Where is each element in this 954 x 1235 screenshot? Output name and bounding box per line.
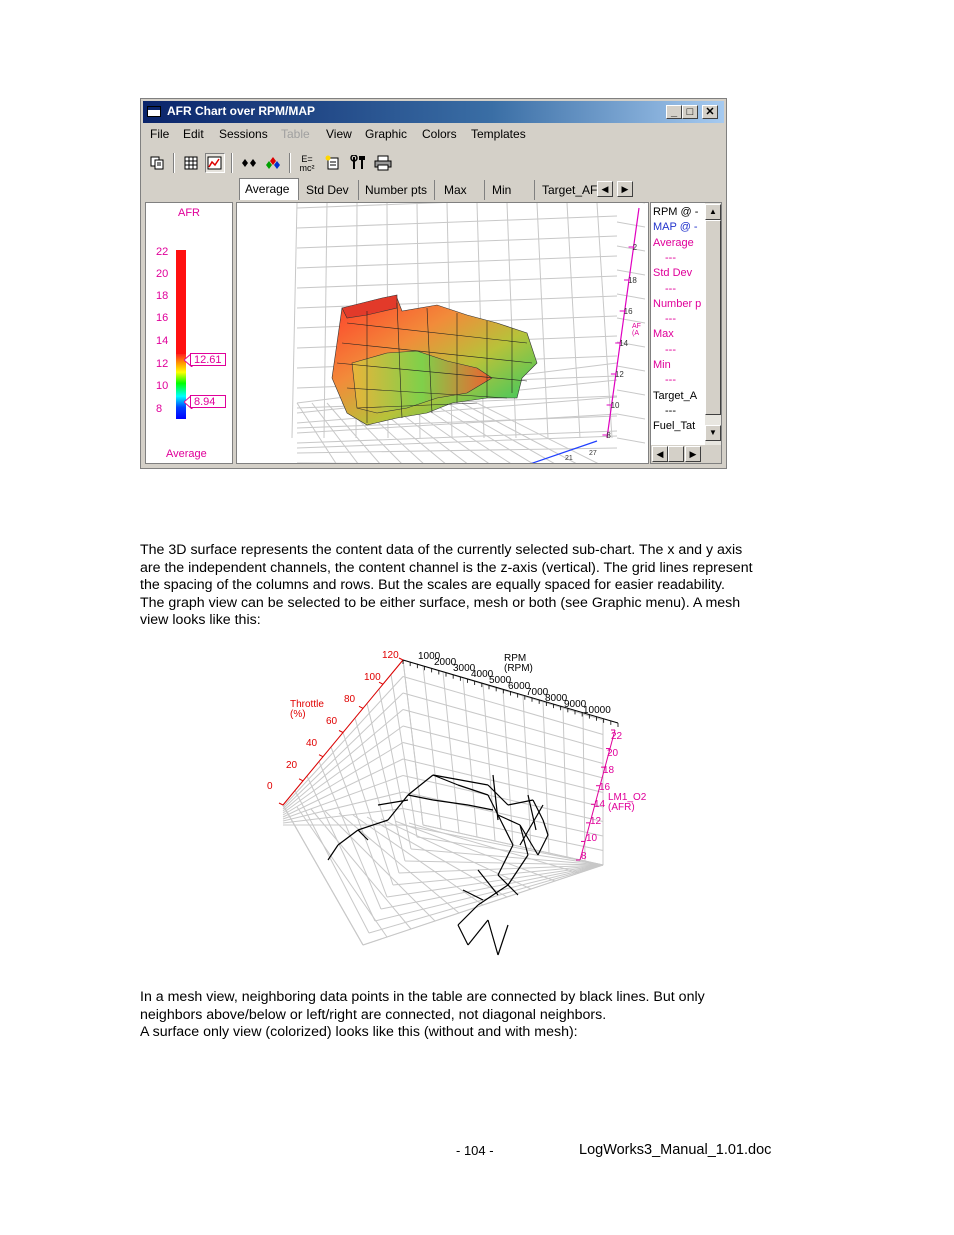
x-tick-label: 27 <box>589 450 597 457</box>
legend-tick: 12 <box>156 358 169 370</box>
tab-min[interactable]: Min <box>487 180 535 200</box>
tab-scroll-right-button[interactable]: ▶ <box>617 181 633 197</box>
throttle-tick-label: 60 <box>326 716 338 727</box>
channel-list-item[interactable]: Average <box>653 236 694 249</box>
close-button[interactable]: ✕ <box>702 105 718 119</box>
scroll-up-button[interactable]: ▲ <box>705 204 721 220</box>
page-number: - 104 - <box>456 1143 494 1158</box>
menu-colors[interactable]: Colors <box>422 127 457 141</box>
color-rgb-icon[interactable] <box>263 153 283 173</box>
channel-list-hscroll[interactable] <box>651 445 721 463</box>
window-icon <box>147 106 161 117</box>
hscroll-thumb[interactable] <box>668 446 684 462</box>
rpm-tick-label: 7000 <box>526 687 549 698</box>
z-tick-label: 12 <box>614 370 624 379</box>
text-line: view looks like this: <box>140 612 261 628</box>
minimize-button[interactable]: _ <box>666 105 682 119</box>
menu-view[interactable]: View <box>326 127 352 141</box>
maximize-button[interactable]: □ <box>682 105 698 119</box>
throttle-tick-label: 100 <box>364 672 381 683</box>
z-tick-label: 16 <box>623 307 633 316</box>
text-line: The 3D surface represents the content data of the currently selected sub-chart. The x and y axis <box>140 542 743 558</box>
afr-tick-label: 20 <box>607 748 619 759</box>
channel-list[interactable] <box>650 202 722 464</box>
channel-list-scrollbar[interactable] <box>705 203 722 463</box>
z-tick-label: 10 <box>610 401 620 410</box>
tab-max[interactable]: Max <box>439 180 485 200</box>
color-black-icon[interactable] <box>239 153 259 173</box>
print-icon[interactable] <box>373 153 393 173</box>
channel-list-item[interactable]: Min <box>653 359 671 371</box>
channel-list-item[interactable]: --- <box>665 282 676 295</box>
channel-list-item[interactable]: Fuel_Tat <box>653 420 696 433</box>
afr-tick-label: 16 <box>599 782 611 793</box>
throttle-tick-label: 20 <box>286 760 298 771</box>
scroll-left-button[interactable]: ◀ <box>652 446 668 462</box>
legend-lower-pointer[interactable]: 8.94 <box>190 395 226 408</box>
afr-axis-label: LM1_O2 (AFR) <box>608 792 647 813</box>
channel-list-item[interactable]: MAP @ - <box>653 221 698 234</box>
throttle-tick-label: 80 <box>344 694 356 705</box>
scroll-down-button[interactable]: ▼ <box>705 425 721 441</box>
z-tick-label: 14 <box>619 339 629 348</box>
channel-list-item[interactable]: Target_A <box>653 389 698 402</box>
rpm-tick-label: 2000 <box>434 657 457 668</box>
afr-tick-label: 8 <box>581 851 587 862</box>
color-legend-panel <box>145 202 233 464</box>
channel-list-item[interactable]: --- <box>665 374 676 387</box>
document-name: LogWorks3_Manual_1.01.doc <box>579 1142 772 1158</box>
channel-list-item[interactable]: Std Dev <box>653 267 693 280</box>
z-tick-label: 2 <box>632 243 638 252</box>
legend-tick: 8 <box>156 403 163 415</box>
text-line: The graph view can be selected to be either surface, mesh or both (see Graphic menu). A mesh <box>140 594 741 611</box>
menu-templates[interactable]: Templates <box>471 127 526 141</box>
rpm-tick-label: 5000 <box>489 675 512 686</box>
legend-upper-pointer[interactable]: 12.61 <box>190 353 226 366</box>
channel-list-item[interactable]: --- <box>665 343 676 356</box>
channel-list-item[interactable]: --- <box>665 313 676 326</box>
x-tick-label: 21 <box>565 455 573 462</box>
tab-std-dev[interactable]: Std Dev <box>301 180 359 200</box>
afr-tick-label: 12 <box>590 816 602 827</box>
menu-table: Table <box>281 127 310 141</box>
throttle-tick-label: 120 <box>382 650 399 661</box>
title-bar[interactable] <box>143 101 724 123</box>
legend-tick: 20 <box>156 268 169 280</box>
afr-tick-label: 10 <box>586 833 598 844</box>
chart-view-icon[interactable] <box>205 153 225 173</box>
legend-color-bar-top <box>176 250 186 354</box>
tab-target-af[interactable]: Target_AF <box>542 183 598 197</box>
rpm-tick-label: 9000 <box>564 699 587 710</box>
rpm-tick-label: 1000 <box>418 651 441 662</box>
rpm-tick-label: 3000 <box>453 663 476 674</box>
legend-tick: 14 <box>156 335 169 347</box>
z-tick-label: 8 <box>606 431 611 440</box>
legend-tick: 10 <box>156 380 169 392</box>
legend-title: AFR <box>178 207 200 219</box>
legend-footer: Average <box>166 448 207 460</box>
z-axis-label: AF (A <box>632 323 641 337</box>
table-view-icon[interactable] <box>181 153 201 173</box>
menu-file[interactable]: File <box>150 127 170 141</box>
channel-list-item[interactable]: --- <box>665 251 676 264</box>
afr-tick-label: 18 <box>603 765 615 776</box>
legend-tick: 18 <box>156 290 169 302</box>
export-icon[interactable] <box>323 153 343 173</box>
legend-tick: 16 <box>156 312 169 324</box>
tab-scroll-left-button[interactable]: ◀ <box>597 181 613 197</box>
channel-list-item[interactable]: RPM @ - <box>653 206 699 218</box>
tab-number-pts[interactable]: Number pts <box>360 180 435 200</box>
tab-average[interactable]: Average <box>239 178 299 200</box>
text-line: In a mesh view, neighboring data points in the table are connected by black lines. But only <box>140 989 705 1005</box>
throttle-tick-label: 0 <box>267 781 273 792</box>
throttle-tick-label: 40 <box>306 738 318 749</box>
menu-edit[interactable]: Edit <box>183 127 204 141</box>
paragraph-mesh-description <box>140 989 830 1042</box>
text-line: neighbors above/below or left/right are connected, not diagonal neighbors. <box>140 1006 607 1023</box>
text-line: are the independent channels, the content channel is the z-axis (vertical). The grid lines represent <box>140 559 753 576</box>
menu-graphic[interactable]: Graphic <box>365 127 408 141</box>
menu-sessions[interactable]: Sessions <box>219 127 268 141</box>
text-line: the spacing of the columns and rows. But the scales are equally spaced for easier readability. <box>140 577 725 593</box>
text-line: A surface only view (colorized) looks like this (without and with mesh): <box>140 1024 578 1040</box>
legend-tick: 22 <box>156 246 169 258</box>
throttle-axis-label: Throttle (%) <box>290 699 324 720</box>
afr-tick-label: 14 <box>594 799 606 810</box>
mesh-view-figure <box>258 645 658 975</box>
rpm-axis-label: RPM (RPM) <box>504 653 533 674</box>
toolbar <box>145 151 721 177</box>
window-title: AFR Chart over RPM/MAP <box>167 104 316 118</box>
formula-icon[interactable]: E= mc² <box>299 154 315 173</box>
rpm-tick-label: 8000 <box>545 693 568 704</box>
rpm-tick-label: 4000 <box>471 669 494 680</box>
rpm-tick-label: 6000 <box>508 681 531 692</box>
afr-chart-window <box>140 98 727 469</box>
afr-tick-label: 22 <box>611 731 623 742</box>
copy-icon[interactable] <box>147 153 167 173</box>
paragraph-surface-description <box>140 542 830 630</box>
tools-icon[interactable] <box>349 153 369 173</box>
z-tick-label: 18 <box>627 276 637 285</box>
channel-list-item[interactable]: Number p <box>653 297 702 310</box>
channel-list-item[interactable]: --- <box>665 404 676 417</box>
scroll-right-button[interactable]: ▶ <box>685 446 701 462</box>
channel-list-item[interactable]: Max <box>653 328 674 341</box>
rpm-tick-label: 10000 <box>583 705 611 716</box>
surface-plot[interactable] <box>236 202 649 464</box>
scroll-thumb[interactable] <box>705 220 721 415</box>
